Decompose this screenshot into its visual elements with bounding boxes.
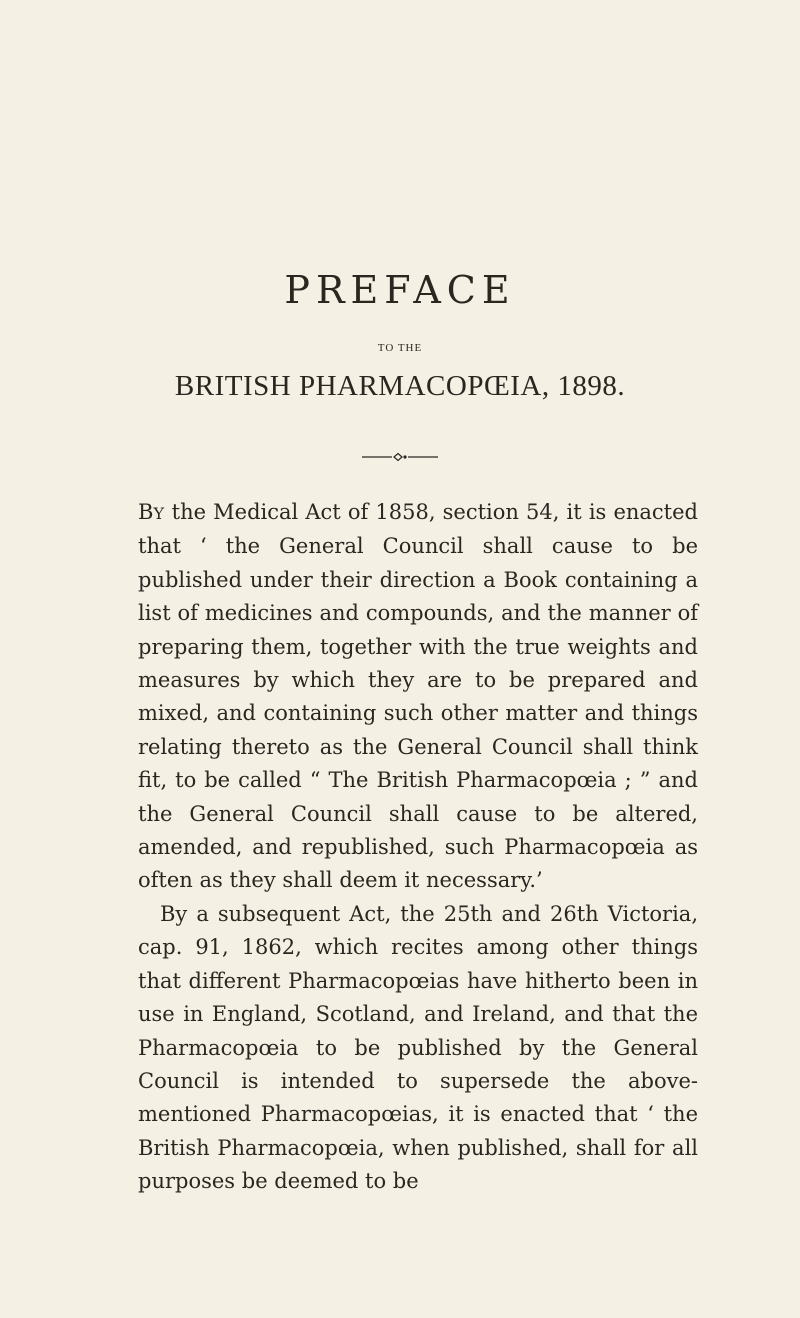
- title-connector: TO THE: [377, 342, 423, 354]
- dropcap-rest: Y: [153, 504, 165, 523]
- paragraph-1: [138, 496, 698, 898]
- ornament-divider-icon: [360, 452, 440, 462]
- page-title: PREFACE: [284, 268, 516, 312]
- page-subtitle: BRITISH PHARMACOPŒIA, 1898.: [174, 370, 626, 402]
- preface-body: [138, 496, 698, 1199]
- paragraph-2: By a subsequent Act, the 25th and 26th Victoria, cap. 91, 1862, which recites among other things that different Pharmacopœias have hitherto been in use in England, Scotland, and Ireland, and that the Pharmacopœia to be published by the General Council is intended to supersede the above-mentioned Pharmacopœias, it is enacted that ‘ the British Pharmacopœia, when published, shall for all purposes be deemed to be: [138, 901, 698, 1194]
- dropcap-initial: B: [138, 500, 154, 524]
- paragraph-1-text: the Medical Act of 1858, section 54, it is enacted that ‘ the General Council shall cause to be published under their direction a Book containing a list of medicines and compounds, and the manner of preparing them, together with the true weights and measures by which they are to be prepared and mixed, and containing such other matter and things relating thereto as the General Council shall think fit, to be called “ The British Pharmacopœia ; ” and the General Council shall cause to be altered, amended, and republished, such Pharmacopœia as often as they shall deem it necessary.’: [138, 500, 698, 893]
